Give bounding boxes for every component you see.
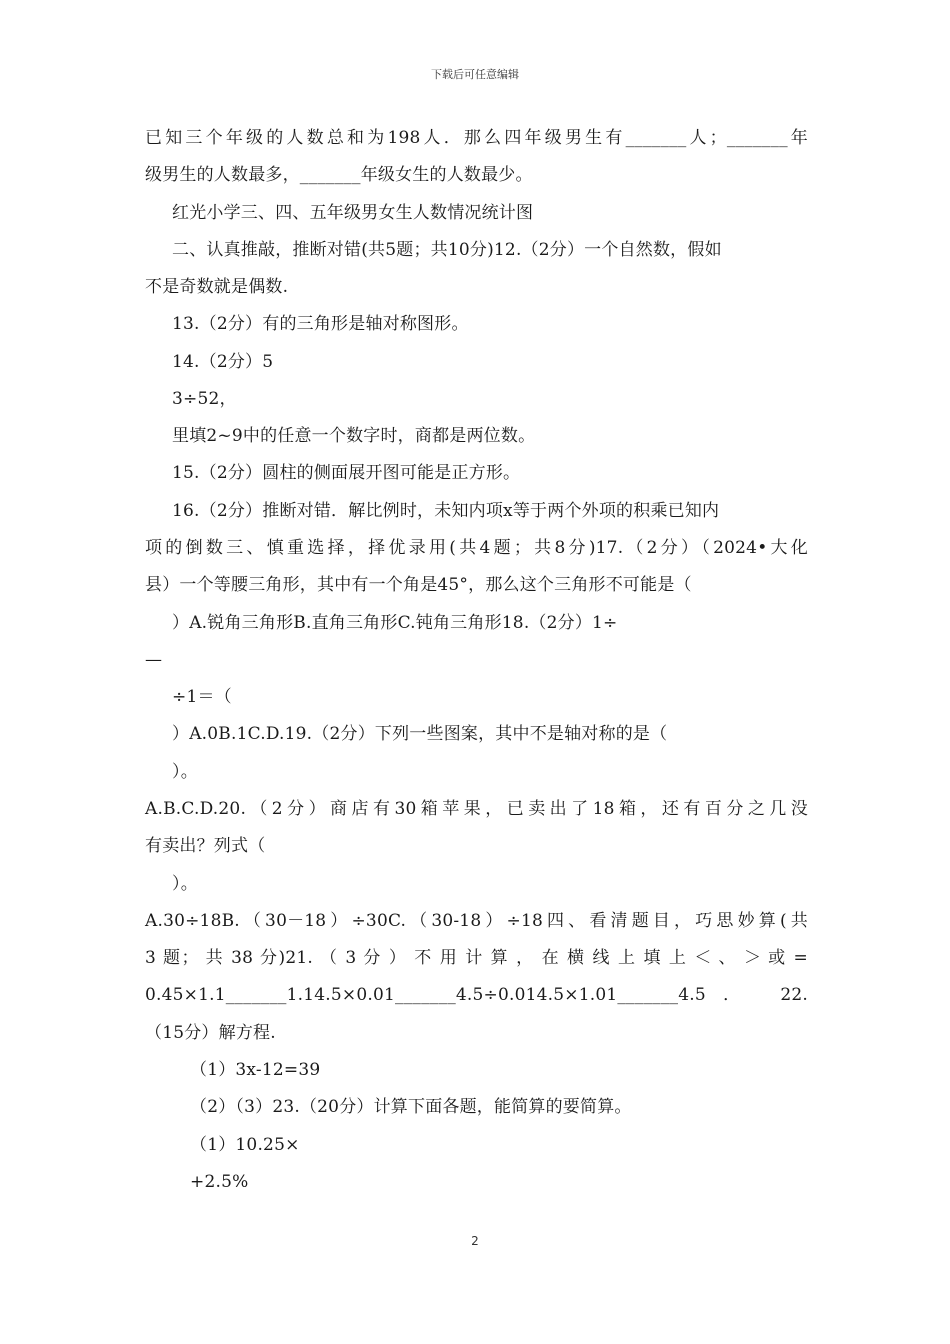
text-line: （15分）解方程.: [145, 1023, 276, 1043]
text-line: ÷1＝（: [172, 687, 232, 707]
question-item: 16.（2分）推断对错．解比例时，未知内项x等于两个外项的积乘已知内: [172, 501, 720, 521]
fraction-bar: —: [145, 650, 163, 670]
text-line: 3÷52，: [172, 389, 237, 409]
chart-caption: 红光小学三、四、五年级男女生人数情况统计图: [172, 203, 534, 223]
question-item: 15.（2分）圆柱的侧面展开图可能是正方形。: [172, 463, 521, 483]
section-heading: 项的倒数三、慎重选择，择优录用(共4题；共8分)17.（2分）（2024•大化: [145, 538, 808, 558]
answer-options: ）A.锐角三角形B.直角三角形C.钝角三角形18.（2分）1÷: [172, 613, 618, 633]
answer-options: ）A.0B.1C.D.19.（2分）下列一些图案，其中不是轴对称的是（: [172, 724, 668, 744]
text-line: 级男生的人数最多，_______年级女生的人数最少。: [145, 165, 533, 185]
equation-item: （1）3x-12=39: [190, 1060, 321, 1080]
text-line: 已知三个年级的人数总和为198人．那么四年级男生有_______人；_______年: [145, 128, 808, 148]
question-item: 13.（2分）有的三角形是轴对称图形。: [172, 314, 469, 334]
question-item: 3 题； 共 38 分)21. （ 3 分 ） 不 用 计 算 ， 在 横 线 上 填 上 ＜ 、 ＞ 或 =: [145, 948, 808, 968]
question-item: 14.（2分）5: [172, 352, 274, 372]
text-line: +2.5%: [190, 1172, 249, 1192]
question-item: A.B.C.D.20.（2分）商店有30箱苹果，已卖出了18箱，还有百分之几没: [145, 799, 808, 819]
section-heading: A.30÷18B.（30－18）÷30C.（30-18）÷18四、看清题目，巧思妙算(共: [145, 911, 808, 931]
text-line: 里填2~9中的任意一个数字时，商都是两位数。: [172, 426, 536, 446]
text-line: 0.45×1.1_______1.14.5×0.01_______4.5÷0.014.5×1.01_______4.5． 22.: [145, 985, 808, 1005]
text-line: 不是奇数就是偶数.: [145, 277, 289, 297]
page-header: 下载后可任意编辑: [431, 68, 519, 81]
text-line: 有卖出？列式（: [145, 836, 266, 856]
question-item: （2）（3）23.（20分）计算下面各题，能简算的要简算。: [190, 1097, 632, 1117]
equation-item: （1）10.25×: [190, 1135, 300, 1155]
text-line: 县）一个等腰三角形，其中有一个角是45°，那么这个三角形不可能是（: [145, 575, 692, 595]
text-line: ）。: [172, 874, 198, 894]
section-heading: 二、认真推敲，推断对错(共5题；共10分)12.（2分）一个自然数，假如: [172, 240, 722, 260]
text-line: ）。: [172, 762, 198, 782]
page-number: 2: [471, 1234, 479, 1248]
